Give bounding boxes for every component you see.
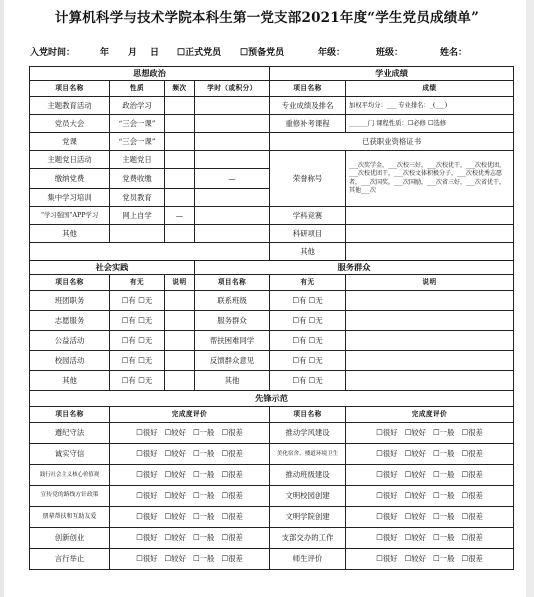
certificate-label: 已获职业资格证书 bbox=[270, 133, 514, 151]
honor-label: 荣誉称号 bbox=[270, 151, 346, 207]
page-title: 计算机科学与技术学院本科生第一党支部2021年度“学生党员成绩单” bbox=[54, 10, 480, 26]
table-row bbox=[30, 115, 514, 133]
section-row bbox=[30, 391, 514, 407]
header-nature: 性质 bbox=[110, 81, 165, 97]
join-time-label: 入党时间： bbox=[30, 48, 76, 58]
exemplary-item: 师生评价 bbox=[270, 549, 346, 570]
hours-cell[interactable] bbox=[195, 207, 270, 225]
ideology-nature: 网上自学 bbox=[110, 207, 165, 225]
research-value[interactable] bbox=[346, 225, 514, 243]
hours-cell[interactable] bbox=[195, 97, 270, 115]
grade-label: 年级： bbox=[318, 48, 346, 58]
honor-value[interactable]: ___次奖学金，___次校三好，___次校优干，___次校优团，___次校优团干，___次校文体积极分子，___次校优秀志愿者，___次国奖，___次国励，___次省三好，___次省优干，其他___次 bbox=[346, 151, 514, 207]
note-cell[interactable] bbox=[346, 351, 514, 371]
day-label: 日 bbox=[150, 48, 160, 58]
social-item: 校园活动 bbox=[30, 351, 110, 371]
header-item: 项目名称 bbox=[270, 407, 346, 423]
header-item: 项目名称 bbox=[270, 81, 346, 97]
academic-label: 学科竞赛 bbox=[270, 207, 346, 225]
rating-options[interactable]: ☐很好 ☐较好 ☐一般 ☐很差 bbox=[110, 486, 270, 507]
month-label: 月 bbox=[128, 48, 138, 58]
rating-options[interactable]: ☐很好 ☐较好 ☐一般 ☐很差 bbox=[346, 486, 514, 507]
ideology-item: “学习强国”APP学习 bbox=[30, 207, 110, 225]
section-social: 社会实践 bbox=[30, 261, 195, 275]
header-item: 项目名称 bbox=[30, 407, 110, 423]
header-result: 成绩 bbox=[346, 81, 514, 97]
note-cell[interactable] bbox=[165, 311, 195, 331]
note-cell[interactable] bbox=[165, 331, 195, 351]
name-label: 姓名： bbox=[440, 48, 468, 58]
rating-options[interactable]: ☐很好 ☐较好 ☐一般 ☐很差 bbox=[110, 549, 270, 570]
yes-no-checkbox[interactable]: ☐有 ☐无 bbox=[270, 291, 346, 311]
note-cell[interactable] bbox=[165, 351, 195, 371]
note-cell[interactable] bbox=[346, 311, 514, 331]
rating-options[interactable]: ☐很好 ☐较好 ☐一般 ☐很差 bbox=[346, 423, 514, 444]
ideology-item: 缴纳党费 bbox=[30, 169, 110, 189]
transcript-table bbox=[29, 66, 514, 570]
yes-no-checkbox[interactable]: ☐有 ☐无 bbox=[270, 351, 346, 371]
header-item: 项目名称 bbox=[195, 275, 270, 291]
exemplary-item: 支部交办的工作 bbox=[270, 528, 346, 549]
ideology-item: 其他 bbox=[30, 225, 110, 243]
rating-options[interactable]: ☐很好 ☐较好 ☐一般 ☐很差 bbox=[110, 444, 270, 465]
academic-label: 专业成绩及排名 bbox=[270, 97, 346, 115]
service-item: 帮扶困难同学 bbox=[195, 331, 270, 351]
table-row bbox=[30, 207, 514, 225]
table-row bbox=[30, 225, 514, 243]
frequency-cell[interactable] bbox=[165, 97, 195, 115]
yes-no-checkbox[interactable]: ☐有 ☐无 bbox=[110, 351, 165, 371]
header-item: 项目名称 bbox=[30, 81, 110, 97]
note-cell[interactable] bbox=[346, 331, 514, 351]
ideology-item: 党员大会 bbox=[30, 115, 110, 133]
ideology-nature bbox=[110, 225, 165, 243]
frequency-cell[interactable] bbox=[165, 189, 195, 207]
header-has: 有无 bbox=[110, 275, 165, 291]
ideology-item: 党课 bbox=[30, 133, 110, 151]
rating-options[interactable]: ☐很好 ☐较好 ☐一般 ☐很差 bbox=[346, 465, 514, 486]
header-note: 说明 bbox=[165, 275, 195, 291]
academic-other-value[interactable] bbox=[346, 243, 514, 261]
table-row bbox=[30, 423, 514, 444]
frequency-cell[interactable] bbox=[165, 151, 195, 169]
table-row bbox=[30, 291, 514, 311]
exemplary-item: 文明学院创建 bbox=[270, 507, 346, 528]
social-item: 班团职务 bbox=[30, 291, 110, 311]
hours-cell[interactable] bbox=[195, 151, 270, 169]
header-row bbox=[30, 407, 514, 423]
note-cell[interactable] bbox=[165, 371, 195, 391]
rating-options[interactable]: ☐很好 ☐较好 ☐一般 ☐很差 bbox=[110, 507, 270, 528]
header-row bbox=[30, 81, 514, 97]
social-item: 公益活动 bbox=[30, 331, 110, 351]
frequency-cell[interactable] bbox=[165, 115, 195, 133]
table-row bbox=[30, 486, 514, 507]
table-row bbox=[30, 465, 514, 486]
section-exemplary: 先锋示范 bbox=[30, 391, 514, 407]
note-cell[interactable] bbox=[346, 291, 514, 311]
ideology-nature: “三会一课” bbox=[110, 115, 165, 133]
rating-options[interactable]: ☐很好 ☐较好 ☐一般 ☐很差 bbox=[346, 444, 514, 465]
header-completion: 完成度评价 bbox=[110, 407, 270, 423]
right-scrollbar[interactable] bbox=[526, 0, 534, 597]
exemplary-item: 推动学风建设 bbox=[270, 423, 346, 444]
table-row bbox=[30, 151, 514, 169]
header-row bbox=[30, 275, 514, 291]
table-row bbox=[30, 549, 514, 570]
table-row bbox=[30, 444, 514, 465]
service-item: 其他 bbox=[195, 371, 270, 391]
yes-no-checkbox[interactable]: ☐有 ☐无 bbox=[110, 371, 165, 391]
service-item: 联系班级 bbox=[195, 291, 270, 311]
exemplary-item: 宣传党的路线方针政策 bbox=[30, 486, 110, 507]
section-ideology: 思想政治 bbox=[30, 67, 270, 81]
yes-no-checkbox[interactable]: ☐有 ☐无 bbox=[270, 311, 346, 331]
section-service: 服务群众 bbox=[195, 261, 514, 275]
ideology-item: 主题教育活动 bbox=[30, 97, 110, 115]
table-row bbox=[30, 133, 514, 151]
ideology-nature: 党员教育 bbox=[110, 189, 165, 207]
note-cell[interactable] bbox=[165, 291, 195, 311]
hours-cell[interactable] bbox=[195, 225, 270, 243]
section-academic: 学业成绩 bbox=[270, 67, 514, 81]
frequency-cell[interactable]: — bbox=[165, 207, 195, 225]
yes-no-checkbox[interactable]: ☐有 ☐无 bbox=[270, 371, 346, 391]
table-row bbox=[30, 371, 514, 391]
academic-label: 科研项目 bbox=[270, 225, 346, 243]
year-label: 年 bbox=[100, 48, 110, 58]
probationary-member-checkbox[interactable]: ☐预备党员 bbox=[240, 48, 285, 58]
rating-options[interactable]: ☐很好 ☐较好 ☐一般 ☐很差 bbox=[110, 465, 270, 486]
table-row bbox=[30, 97, 514, 115]
exemplary-item: 文明校园创建 bbox=[270, 486, 346, 507]
exemplary-item: 推动班级建设 bbox=[270, 465, 346, 486]
service-item: 服务群众 bbox=[195, 311, 270, 331]
hours-cell[interactable] bbox=[195, 189, 270, 207]
academic-label: 重修补考课程 bbox=[270, 115, 346, 133]
left-shadow bbox=[0, 0, 4, 597]
formal-member-checkbox[interactable]: ☐正式党员 bbox=[177, 48, 222, 58]
ideology-blank[interactable] bbox=[30, 243, 270, 261]
retake-value[interactable]: ______门 课程性质：☐必修 ☐选修 bbox=[346, 115, 514, 133]
exemplary-item: 言行举止 bbox=[30, 549, 110, 570]
academic-label: 其他 bbox=[270, 243, 346, 261]
header-has: 有无 bbox=[270, 275, 346, 291]
hours-cell[interactable]: — bbox=[195, 169, 270, 189]
header-completion: 完成度评价 bbox=[346, 407, 514, 423]
frequency-cell[interactable] bbox=[165, 225, 195, 243]
exemplary-item: 创新创业 bbox=[30, 528, 110, 549]
header-note: 说明 bbox=[346, 275, 514, 291]
ideology-item: 集中学习培训 bbox=[30, 189, 110, 207]
ideology-nature: “三会一课” bbox=[110, 133, 165, 151]
ideology-nature: 主题党日 bbox=[110, 151, 165, 169]
hours-cell[interactable] bbox=[195, 133, 270, 151]
class-label: 班级： bbox=[376, 48, 404, 58]
exemplary-item: 朋辈帮扶和互助友爱 bbox=[30, 507, 110, 528]
yes-no-checkbox[interactable]: ☐有 ☐无 bbox=[110, 291, 165, 311]
rating-options[interactable]: ☐很好 ☐较好 ☐一般 ☐很差 bbox=[346, 528, 514, 549]
yes-no-checkbox[interactable]: ☐有 ☐无 bbox=[110, 331, 165, 351]
exemplary-item: 践行社会主义核心价值观 bbox=[30, 465, 110, 486]
yes-no-checkbox[interactable]: ☐有 ☐无 bbox=[270, 331, 346, 351]
frequency-cell[interactable] bbox=[165, 169, 195, 189]
table-row bbox=[30, 351, 514, 371]
rating-options[interactable]: ☐很好 ☐较好 ☐一般 ☐很差 bbox=[346, 549, 514, 570]
header-hours: 学时（或积分） bbox=[195, 81, 270, 97]
section-row bbox=[30, 261, 514, 275]
ideology-nature: 政治学习 bbox=[110, 97, 165, 115]
social-item: 志愿服务 bbox=[30, 311, 110, 331]
header-frequency: 频次 bbox=[165, 81, 195, 97]
hours-cell[interactable] bbox=[195, 115, 270, 133]
exemplary-item: 美化宿舍、楼道环境卫生 bbox=[270, 444, 346, 465]
ideology-item: 主题党日活动 bbox=[30, 151, 110, 169]
service-item: 反馈群众意见 bbox=[195, 351, 270, 371]
member-info-line bbox=[30, 45, 510, 61]
table-row bbox=[30, 331, 514, 351]
table-row bbox=[30, 528, 514, 549]
table-row bbox=[30, 243, 514, 261]
frequency-cell[interactable] bbox=[165, 133, 195, 151]
section-row bbox=[30, 67, 514, 81]
rating-options[interactable]: ☐很好 ☐较好 ☐一般 ☐很差 bbox=[110, 423, 270, 444]
rating-options[interactable]: ☐很好 ☐较好 ☐一般 ☐很差 bbox=[346, 507, 514, 528]
yes-no-checkbox[interactable]: ☐有 ☐无 bbox=[110, 311, 165, 331]
table-row bbox=[30, 311, 514, 331]
rating-options[interactable]: ☐很好 ☐较好 ☐一般 ☐很差 bbox=[110, 528, 270, 549]
exemplary-item: 诚实守信 bbox=[30, 444, 110, 465]
note-cell[interactable] bbox=[346, 371, 514, 391]
social-item: 其他 bbox=[30, 371, 110, 391]
table-row bbox=[30, 507, 514, 528]
header-item: 项目名称 bbox=[30, 275, 110, 291]
ideology-nature: 党费收缴 bbox=[110, 169, 165, 189]
competition-value[interactable] bbox=[346, 207, 514, 225]
rank-value[interactable]: 加权平均分：___ 专业排名：_(___) bbox=[346, 97, 514, 115]
exemplary-item: 遵纪守法 bbox=[30, 423, 110, 444]
